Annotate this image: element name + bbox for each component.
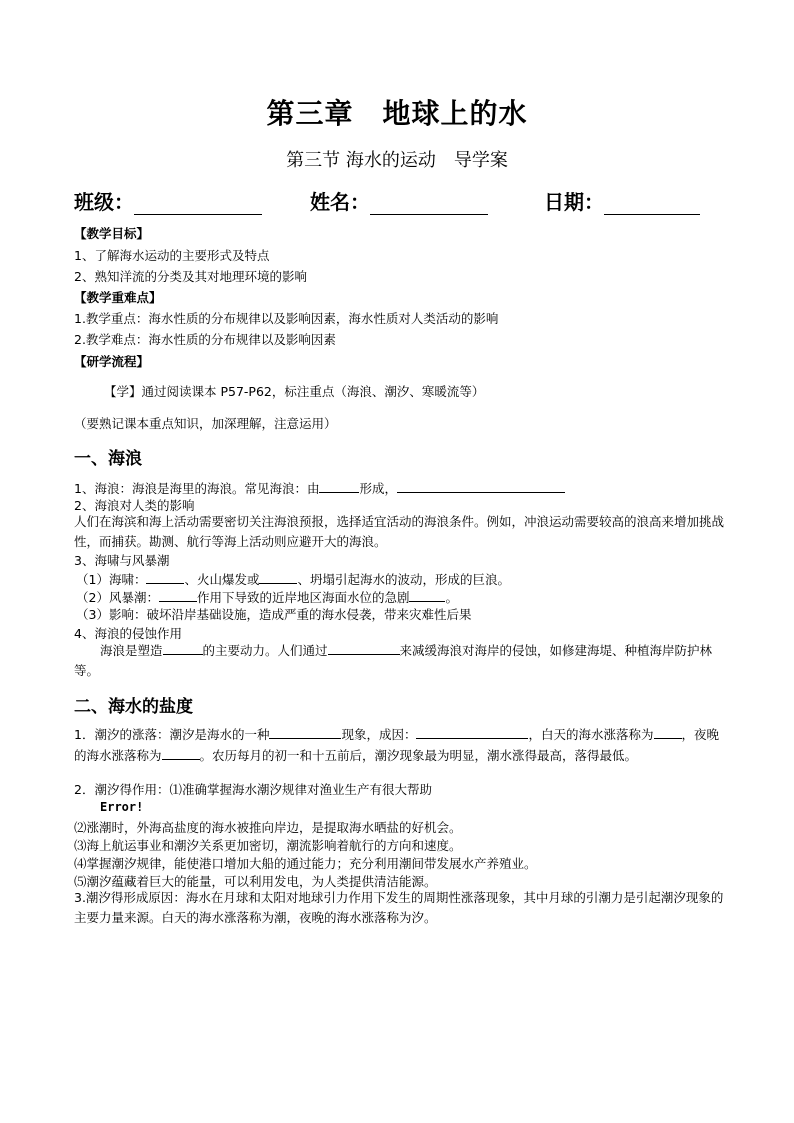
- tide-use-item: ⑵涨潮时，外海高盐度的海水被推向岸边，是提取海水晒盐的好机会。: [74, 820, 462, 835]
- date-label: 日期：: [544, 190, 604, 214]
- fill-blank[interactable]: [269, 724, 341, 739]
- text-segment: 、坍塌引起海水的波动，形成的巨浪。: [297, 572, 510, 587]
- text-segment: 来减缓海浪对海岸的侵蚀，如修建海堤、种植海岸防护林等。: [74, 643, 713, 678]
- key-points-heading: 【教学重难点】: [74, 290, 162, 305]
- waves-definition: [74, 478, 565, 497]
- error-text: Error!: [100, 800, 144, 814]
- text-segment: 现象，成因：: [341, 727, 417, 742]
- waves-impact-text: 人们在海滨和海上活动需要密切关注海浪预报，选择适宜活动的海浪条件。例如，冲浪运动需要较高的浪高来增加挑战性，而捕获。勘测、航行等海上活动则应避开大的海浪。: [74, 514, 725, 549]
- text-segment: （1）海啸：: [76, 572, 147, 587]
- impact-item: （3）影响：破坏沿岸基础设施，造成严重的海水侵袭，带来灾难性后果: [76, 607, 472, 622]
- class-label: 班级：: [74, 190, 134, 214]
- section-subtitle: 第三节 海水的运动 导学案: [286, 150, 508, 171]
- text-segment: ，夜晚的海水涨落称为: [74, 727, 720, 763]
- fill-blank[interactable]: [409, 587, 445, 602]
- fill-blank[interactable]: [146, 569, 184, 584]
- fill-blank[interactable]: [163, 640, 203, 655]
- text-segment: （2）风暴潮：: [76, 590, 159, 605]
- tide-uses-title: 2．潮汐得作用：⑴准确掌握海水潮汐规律对渔业生产有很大帮助: [74, 782, 432, 797]
- date-blank[interactable]: [604, 194, 700, 215]
- tide-use-item: ⑶海上航运事业和潮汐关系更加密切，潮流影响着航行的方向和速度。: [74, 838, 462, 853]
- waves-impact-title: 2、海浪对人类的影响: [74, 498, 195, 513]
- key-point-item: 1.教学重点：海水性质的分布规律以及影响因素，海水性质对人类活动的影响: [74, 311, 499, 326]
- key-point-item: 2.教学难点：海水性质的分布规律以及影响因素: [74, 332, 336, 347]
- erosion-title: 4、海浪的侵蚀作用: [74, 626, 182, 641]
- fill-blank[interactable]: [397, 478, 565, 493]
- class-field: [74, 186, 262, 215]
- fill-blank[interactable]: [328, 640, 400, 655]
- fill-blank[interactable]: [159, 587, 197, 602]
- storm-surge-item: [76, 587, 458, 606]
- fill-blank[interactable]: [319, 478, 359, 493]
- fill-blank[interactable]: [416, 724, 528, 739]
- section-heading-waves: 一、海浪: [74, 449, 142, 469]
- tide-use-item: ⑸潮汐蕴藏着巨大的能量，可以利用发电，为人类提供清洁能源。: [74, 874, 437, 889]
- name-blank[interactable]: [370, 194, 488, 215]
- text-segment: 作用下导致的近岸地区海面水位的急剧: [196, 590, 410, 605]
- name-label: 姓名：: [310, 190, 370, 214]
- tsunami-item: [76, 569, 510, 588]
- tide-definition: [74, 724, 724, 766]
- text-segment: 。农历每月的初一和十五前后，潮汐现象最为明显，潮水涨得最高，落得最低。: [199, 748, 638, 763]
- text-segment: 1．潮汐的涨落：潮汐是海水的一种: [74, 727, 270, 742]
- process-heading: 【研学流程】: [74, 354, 150, 369]
- text-segment: 形成，: [359, 481, 397, 496]
- objective-item: 2、熟知洋流的分类及其对地理环境的影响: [74, 269, 307, 284]
- text-segment: 1、海浪：海浪是海里的海浪。常见海浪：由: [74, 481, 320, 496]
- objective-item: 1、了解海水运动的主要形式及特点: [74, 248, 270, 263]
- date-field: [544, 186, 700, 215]
- study-note: （要熟记课本重点知识，加深理解，注意运用）: [74, 416, 337, 431]
- objectives-heading: 【教学目标】: [74, 226, 150, 241]
- text-segment: ，白天的海水涨落称为: [528, 727, 654, 742]
- tide-cause-text: 3.潮汐得形成原因：海水在月球和太阳对地球引力作用下发生的周期性涨落现象，其中月球的引潮力是引起潮汐现象的主要力量来源。白天的海水涨落称为潮，夜晚的海水涨落称为汐。: [74, 890, 724, 925]
- tide-use-item: ⑷掌握潮汐规律，能使港口增加大船的通过能力；充分利用潮间带发展水产养殖业。: [74, 856, 537, 871]
- name-field: [310, 186, 488, 215]
- chapter-title: 第三章 地球上的水: [266, 97, 528, 130]
- text-segment: 、火山爆发或: [184, 572, 260, 587]
- erosion-text: [74, 640, 724, 681]
- class-blank[interactable]: [134, 194, 262, 215]
- study-instruction: 【学】通过阅读课本 P57-P62，标注重点（海浪、潮汐、寒暖流等）: [104, 384, 485, 399]
- text-segment: 海浪是塑造: [100, 643, 163, 658]
- fill-blank[interactable]: [654, 724, 682, 739]
- text-segment: 的主要动力。人们通过: [202, 643, 328, 658]
- tsunami-title: 3、海啸与风暴潮: [74, 553, 170, 568]
- fill-blank[interactable]: [259, 569, 297, 584]
- fill-blank[interactable]: [162, 745, 200, 760]
- text-segment: 。: [445, 590, 458, 605]
- section-heading-salinity: 二、海水的盐度: [74, 697, 193, 717]
